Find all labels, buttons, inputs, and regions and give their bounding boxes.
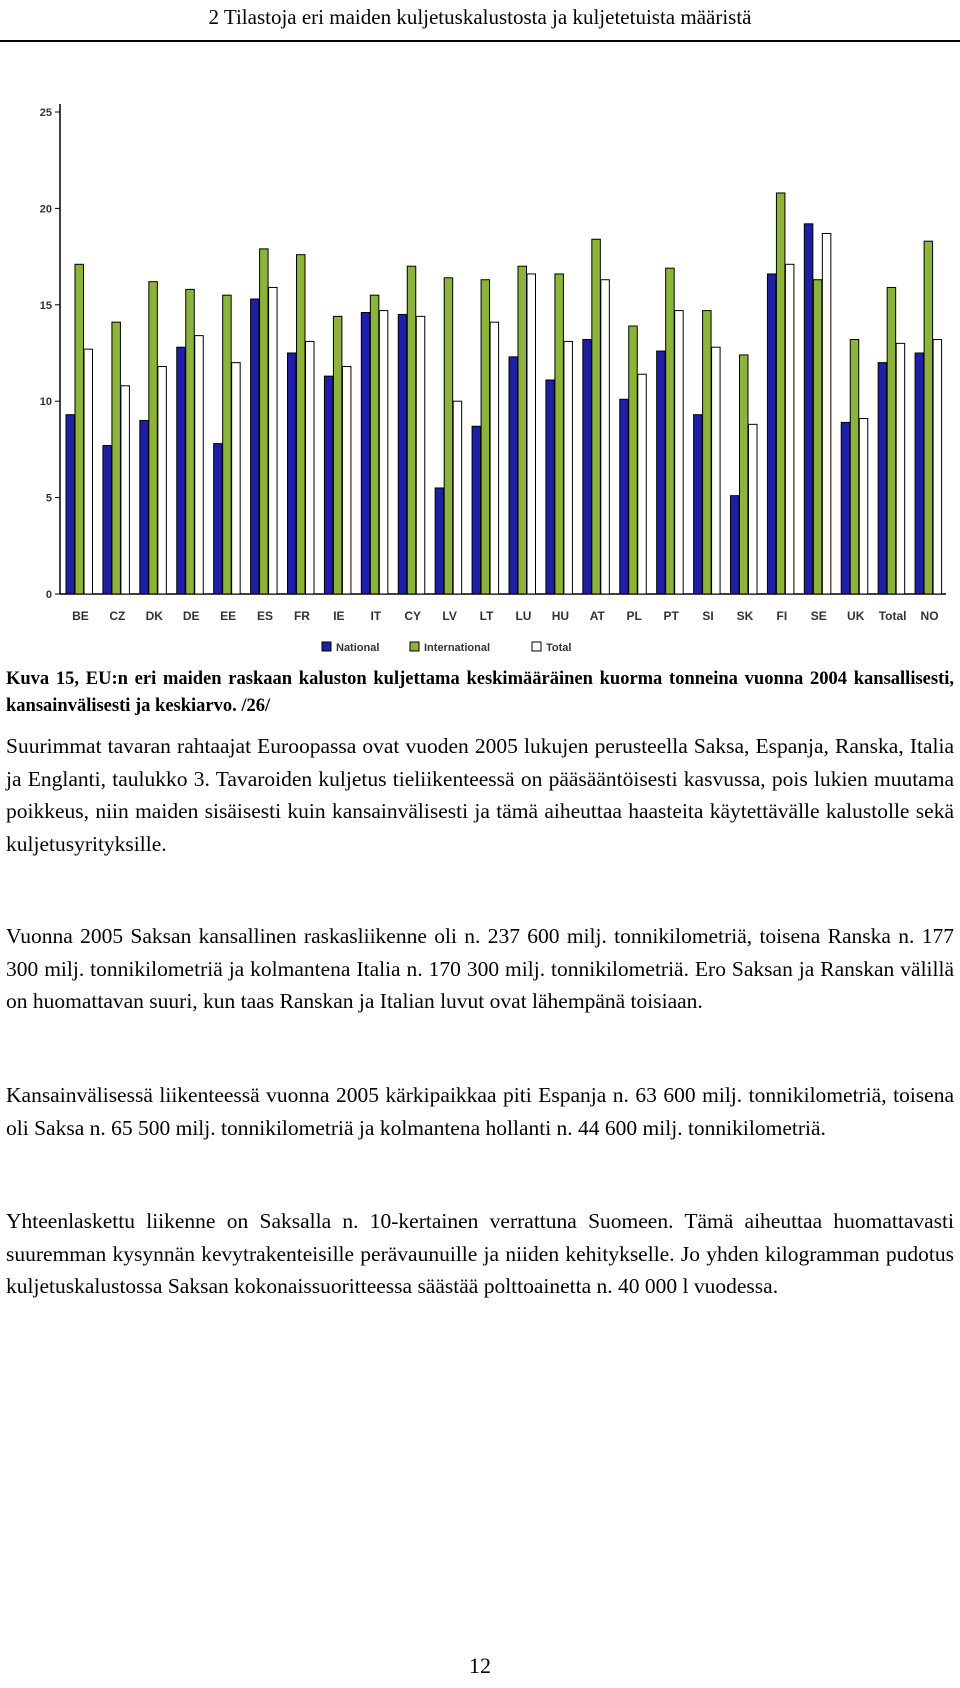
- x-tick-label: FI: [776, 609, 788, 623]
- y-tick-label: 5: [45, 492, 52, 505]
- page-number: 12: [469, 1653, 491, 1678]
- bar-national-dk: [140, 420, 149, 594]
- bar-international-dk: [149, 282, 158, 594]
- x-tick-label: PT: [663, 609, 679, 623]
- x-tick-label: ES: [257, 609, 274, 623]
- bar-international-uk: [850, 340, 859, 594]
- bar-total-no: [933, 340, 942, 594]
- bar-national-be: [66, 415, 75, 594]
- bar-international-ee: [223, 295, 232, 594]
- bar-international-fi: [776, 193, 785, 594]
- x-tick-label: SK: [736, 609, 754, 623]
- bar-international-de: [186, 289, 195, 594]
- bar-total-be: [84, 349, 93, 594]
- bar-national-es: [251, 299, 259, 594]
- y-tick-label: 20: [39, 203, 52, 216]
- bar-international-pt: [666, 268, 675, 594]
- legend-label-total: Total: [546, 642, 572, 654]
- bar-national-cz: [103, 446, 112, 594]
- x-tick-label: BE: [72, 609, 89, 623]
- bar-total-si: [712, 347, 721, 594]
- y-tick-label: 0: [45, 589, 52, 601]
- bar-international-ie: [333, 316, 342, 594]
- bar-national-cy: [398, 314, 407, 594]
- legend-swatch-national: [322, 642, 331, 651]
- x-tick-label: CZ: [109, 609, 126, 623]
- x-tick-label: Total: [878, 609, 907, 623]
- bar-chart: [30, 92, 950, 662]
- x-tick-label: CY: [404, 609, 422, 623]
- legend-swatch-total: [532, 642, 541, 651]
- bar-international-cz: [112, 322, 121, 594]
- bar-national-sk: [731, 496, 740, 594]
- bar-total-lv: [453, 401, 462, 594]
- bar-national-ie: [324, 376, 333, 594]
- legend-label-international: International: [424, 642, 491, 654]
- bar-international-cy: [407, 266, 416, 594]
- bar-total-sk: [749, 424, 758, 594]
- bar-total-ie: [342, 366, 351, 594]
- bar-international-hu: [555, 274, 564, 594]
- x-tick-label: IT: [370, 609, 382, 623]
- bar-international-it: [370, 295, 379, 594]
- bar-total-hu: [564, 341, 573, 594]
- bar-total-dk: [158, 366, 167, 594]
- bar-national-de: [177, 347, 186, 594]
- bar-total-de: [195, 336, 204, 594]
- bar-international-es: [260, 249, 269, 594]
- bar-international-no: [924, 241, 933, 594]
- bar-total-lt: [490, 322, 499, 594]
- bar-national-at: [583, 340, 592, 594]
- y-tick-label: 10: [39, 396, 52, 409]
- paragraph-1: Suurimmat tavaran rahtaajat Euroopassa ovat vuoden 2005 lukujen perusteella Saksa, Espanja, Ranska, Italia ja Englanti, taulukko 3. Tavaroiden kuljetus tieliikenteessä on pääsääntöisesti kasvussa, pois lukien muutama poikkeus, niin maiden sisäisesti kuin kansainvälisesti ja tämä aiheuttaa haasteita käytettävälle kalustolle sekä kuljetusyrityksille.: [6, 734, 954, 856]
- bar-total-pl: [638, 374, 647, 594]
- x-tick-label: UK: [847, 609, 865, 623]
- x-tick-label: PL: [626, 609, 642, 623]
- bar-total-it: [379, 311, 388, 594]
- x-tick-label: FR: [293, 609, 310, 623]
- bar-total-es: [269, 287, 278, 594]
- x-tick-label: SI: [702, 609, 714, 623]
- paragraph-3: Kansainvälisessä liikenteessä vuonna 2005 kärkipaikkaa piti Espanja n. 63 600 milj. tonnikilometriä, toisena oli Saksa n. 65 500 milj. tonnikilometriä ja kolmantena hollanti n. 44 600 milj. tonnikilometriä.: [6, 1083, 954, 1140]
- x-tick-label: LT: [479, 609, 494, 623]
- bar-international-pl: [629, 326, 638, 594]
- paragraph-4: Yhteenlaskettu liikenne on Saksalla n. 10-kertainen verrattuna Suomeen. Tämä aiheuttaa huomattavasti suuremman kysynnän kevytrakenteisille perävaunuille ja niiden kehitykselle. Jo yhden kilogramman pudotus kuljetuskalustossa Saksan kokonaissuoritteessa säästää polttoainetta n. 40 000 l vuodessa.: [6, 1209, 954, 1298]
- x-tick-label: LV: [442, 609, 457, 623]
- chart-svg: [30, 92, 950, 662]
- bar-international-se: [813, 280, 822, 594]
- bar-national-lt: [472, 426, 481, 594]
- x-tick-label: HU: [551, 609, 570, 623]
- bar-total-se: [822, 233, 831, 594]
- x-tick-label: AT: [589, 609, 605, 623]
- bar-national-ee: [214, 444, 223, 594]
- x-tick-label: EE: [220, 609, 237, 623]
- bar-national-hu: [546, 380, 555, 594]
- bar-total-ee: [232, 363, 241, 594]
- legend-swatch-international: [410, 642, 419, 651]
- bar-national-it: [361, 313, 370, 594]
- bar-international-fr: [297, 255, 306, 594]
- bar-international-be: [75, 264, 84, 594]
- legend-label-national: National: [336, 642, 380, 654]
- bar-national-pl: [620, 399, 629, 594]
- x-tick-label: DK: [145, 609, 163, 623]
- bar-total-cy: [416, 316, 425, 594]
- x-tick-label: NO: [920, 609, 939, 623]
- bar-total-lu: [527, 274, 536, 594]
- page-header: [0, 0, 960, 42]
- bar-national-total: [878, 363, 887, 594]
- bar-international-lv: [444, 278, 453, 594]
- x-tick-label: LU: [515, 609, 532, 623]
- bar-international-sk: [740, 355, 749, 594]
- bar-national-se: [804, 224, 813, 594]
- bar-total-uk: [859, 419, 868, 594]
- bar-international-at: [592, 239, 601, 594]
- bar-national-lu: [509, 357, 518, 594]
- x-tick-label: IE: [333, 609, 345, 623]
- figure-caption: Kuva 15, EU:n eri maiden raskaan kaluston kuljettama keskimääräinen kuorma tonneina vuonna 2004 kansallisesti, kansainvälisesti ja keskiarvo. /26/: [6, 669, 954, 716]
- bar-international-si: [703, 311, 712, 594]
- bar-total-cz: [121, 386, 129, 594]
- y-tick-label: 25: [39, 107, 52, 119]
- bar-total-total: [896, 343, 905, 594]
- bar-international-total: [887, 287, 896, 594]
- bar-national-pt: [657, 351, 666, 594]
- paragraph-2: Vuonna 2005 Saksan kansallinen raskasliikenne oli n. 237 600 milj. tonnikilometriä, toisena Ranska n. 177 300 milj. tonnikilometriä ja kolmantena Italia n. 170 300 milj. tonnikilometriä. Ero Saksan ja Ranskan välillä on huomattavan suuri, kun taas Ranskan ja Italian luvut ovat lähempänä toisiaan.: [6, 924, 954, 1013]
- bar-national-no: [915, 353, 924, 594]
- bar-national-fr: [288, 353, 297, 594]
- x-tick-label: DE: [182, 609, 200, 623]
- bar-national-lv: [435, 488, 444, 594]
- bar-international-lt: [481, 280, 490, 594]
- bar-total-fr: [306, 341, 315, 594]
- bar-national-uk: [841, 422, 850, 594]
- bar-total-pt: [675, 311, 684, 594]
- bar-national-fi: [767, 274, 776, 594]
- bar-total-fi: [785, 264, 794, 594]
- bar-total-at: [601, 280, 610, 594]
- bar-national-si: [694, 415, 703, 594]
- header-title: 2 Tilastoja eri maiden kuljetuskalustosta ja kuljetetuista määristä: [208, 5, 752, 29]
- x-tick-label: SE: [810, 609, 827, 623]
- y-tick-label: 15: [39, 299, 52, 312]
- bar-international-lu: [518, 266, 527, 594]
